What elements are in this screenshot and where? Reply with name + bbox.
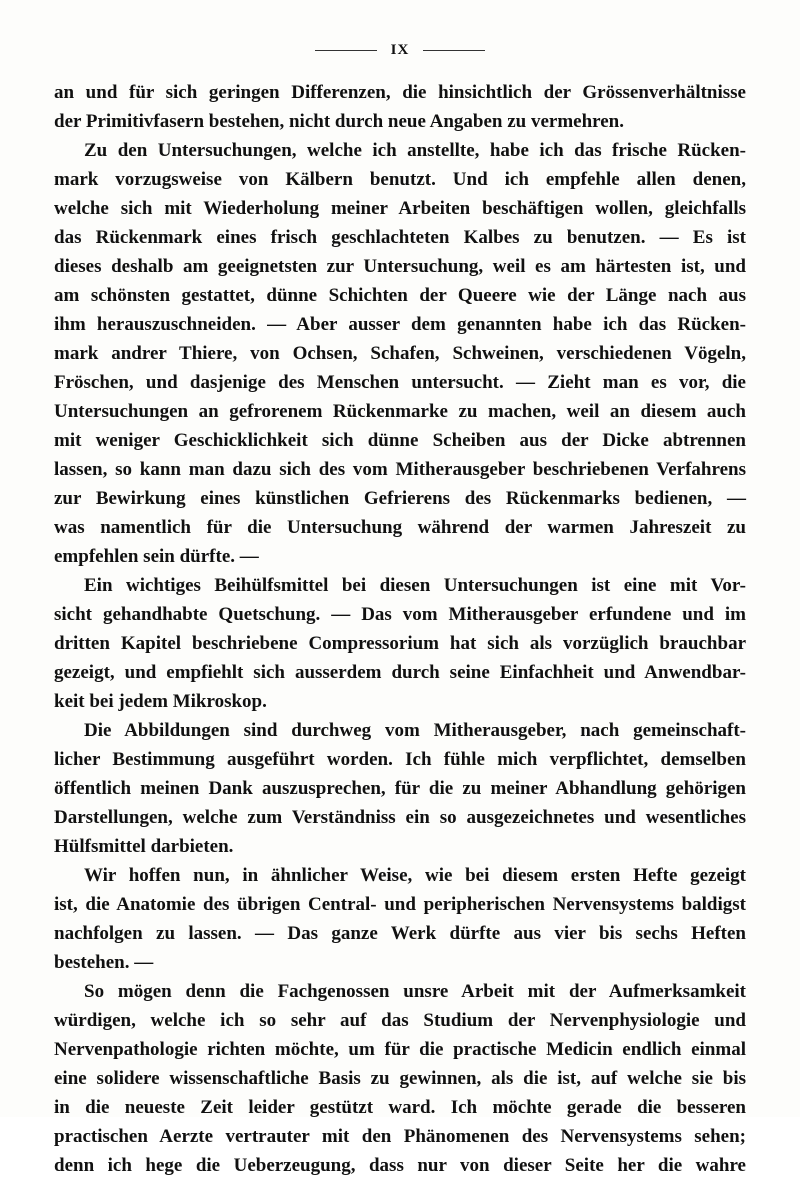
text-line: mark andrer Thiere, von Ochsen, Schafen, Schweinen, verschiedenen Vögeln, [54, 343, 746, 364]
text-line: das Rückenmark eines frisch geschlachteten Kalbes zu benutzen. — Es ist [54, 227, 746, 248]
text-line: der Primitivfasern bestehen, nicht durch neue Angaben zu vermehren. [54, 111, 624, 132]
text-line: am schönsten gestattet, dünne Schichten der Queere wie der Länge nach aus [54, 285, 746, 306]
page-body [54, 78, 746, 1180]
text-line: an und für sich geringen Differenzen, die hinsichtlich der Grössenverhältnisse [54, 82, 746, 103]
text-line: dieses deshalb am geeignetsten zur Untersuchung, weil es am härtesten ist, und [54, 256, 746, 277]
text-line: lassen, so kann man dazu sich des vom Mitherausgeber beschriebenen Verfahrens [54, 459, 746, 480]
text-line: empfehlen sein dürfte. — [54, 546, 259, 567]
text-line: keit bei jedem Mikroskop. [54, 691, 267, 712]
text-line: was namentlich für die Untersuchung während der warmen Jahreszeit zu [54, 517, 746, 538]
text-line: bestehen. — [54, 952, 154, 973]
text-line: nachfolgen zu lassen. — Das ganze Werk dürfte aus vier bis sechs Heften [54, 923, 746, 944]
text-line: ist, die Anatomie des übrigen Central- und peripherischen Nervensystems baldigst [54, 894, 746, 915]
header-rule-right [423, 50, 485, 51]
text-line: gezeigt, und empfiehlt sich ausserdem durch seine Einfachheit und Anwendbar- [54, 662, 746, 683]
page-header [0, 40, 800, 60]
text-line: Nervenpathologie richten möchte, um für die practische Medicin endlich einmal [54, 1039, 746, 1060]
text-line: So mögen denn die Fachgenossen unsre Arbeit mit der Aufmerksamkeit [84, 981, 746, 1002]
text-line: Wir hoffen nun, in ähnlicher Weise, wie bei diesem ersten Hefte gezeigt [84, 865, 746, 886]
text-line: zur Bewirkung eines künstlichen Gefrierens des Rückenmarks bedienen, — [54, 488, 746, 509]
text-line: licher Bestimmung ausgeführt worden. Ich fühle mich verpflichtet, demselben [54, 749, 746, 770]
text-line: Ein wichtiges Beihülfsmittel bei diesen Untersuchungen ist eine mit Vor- [84, 575, 746, 596]
text-line: Darstellungen, welche zum Verständniss ein so ausgezeichnetes und wesentliches [54, 807, 746, 828]
text-line: denn ich hege die Ueberzeugung, dass nur von dieser Seite her die wahre [54, 1155, 746, 1176]
text-line: Fröschen, und dasjenige des Menschen untersucht. — Zieht man es vor, die [54, 372, 746, 393]
text-line: Die Abbildungen sind durchweg vom Mitherausgeber, nach gemeinschaft- [84, 720, 746, 741]
text-line: mit weniger Geschicklichkeit sich dünne Scheiben aus der Dicke abtrennen [54, 430, 746, 451]
text-line: Untersuchungen an gefrorenem Rückenmarke zu machen, weil an diesem auch [54, 401, 746, 422]
text-line: practischen Aerzte vertrauter mit den Phänomenen des Nervensystems sehen; [54, 1126, 746, 1147]
text-line: dritten Kapitel beschriebene Compressorium hat sich als vorzüglich brauchbar [54, 633, 746, 654]
text-line: ihm herauszuschneiden. — Aber ausser dem genannten habe ich das Rücken- [54, 314, 746, 335]
text-line: in die neueste Zeit leider gestützt ward. Ich möchte gerade die besseren [54, 1097, 746, 1118]
text-line: würdigen, welche ich so sehr auf das Studium der Nervenphysiologie und [54, 1010, 746, 1031]
text-line: eine solidere wissenschaftliche Basis zu gewinnen, als die ist, auf welche sie bis [54, 1068, 746, 1089]
page-number: IX [390, 41, 410, 58]
header-rule-left [315, 50, 377, 51]
text-line: Zu den Untersuchungen, welche ich anstellte, habe ich das frische Rücken- [84, 140, 746, 161]
text-line: mark vorzugsweise von Kälbern benutzt. Und ich empfehle allen denen, [54, 169, 746, 190]
text-line: öffentlich meinen Dank auszusprechen, für die zu meiner Abhandlung gehörigen [54, 778, 746, 799]
text-line: Hülfsmittel darbieten. [54, 836, 234, 857]
text-line: welche sich mit Wiederholung meiner Arbeiten beschäftigen wollen, gleichfalls [54, 198, 746, 219]
text-line: sicht gehandhabte Quetschung. — Das vom Mitherausgeber erfundene und im [54, 604, 746, 625]
